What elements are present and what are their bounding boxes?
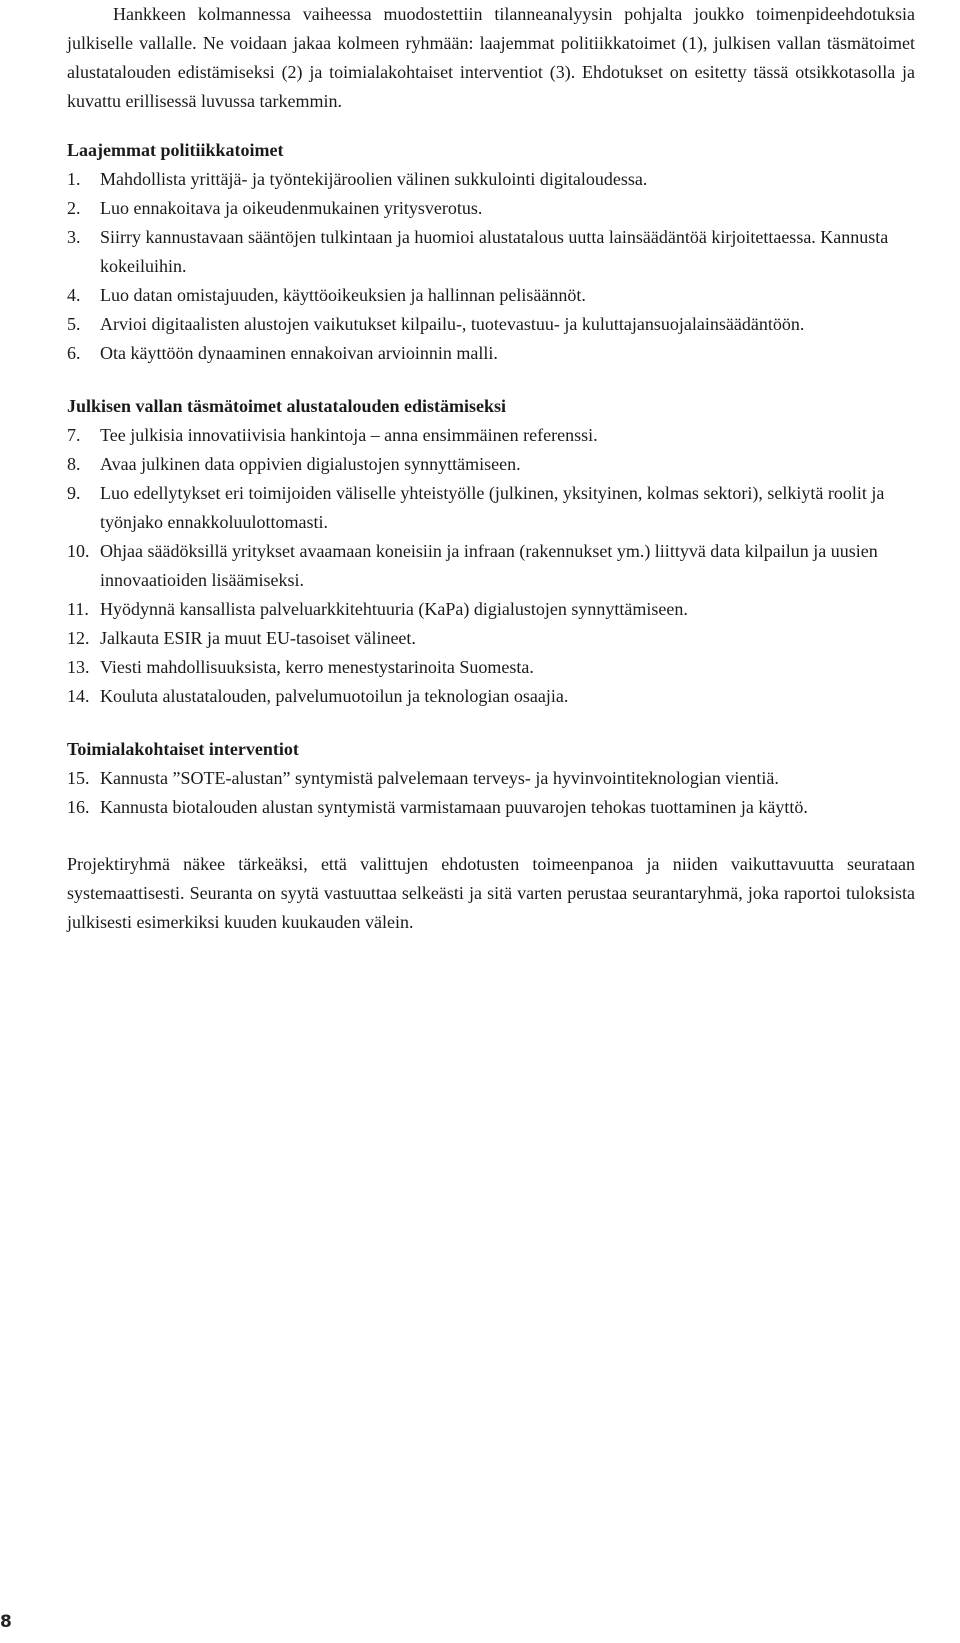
- item-number: 1.: [67, 169, 81, 189]
- item-text: Kannusta ”SOTE-alustan” syntymistä palvelemaan terveys- ja hyvinvointiteknologian vientiä.: [100, 768, 779, 788]
- item-text: Luo ennakoitava ja oikeudenmukainen yritysverotus.: [100, 198, 483, 218]
- item-number: 16.: [67, 797, 90, 817]
- item-number: 7.: [67, 425, 81, 445]
- item-text: Ota käyttöön dynaaminen ennakoivan arvioinnin malli.: [100, 343, 498, 363]
- policy-list: [67, 165, 915, 368]
- item-number: 6.: [67, 343, 81, 363]
- list-item: [67, 223, 915, 281]
- item-text: Luo edellytykset eri toimijoiden väliselle yhteistyölle (julkinen, yksityinen, kolmas sektori), selkiytä roolit ja työnjako ennakkoluulottomasti.: [100, 483, 885, 532]
- document-page: [67, 0, 915, 937]
- sector-interventions-list: [67, 764, 915, 822]
- list-item: [67, 165, 915, 194]
- item-text: Kouluta alustatalouden, palvelumuotoilun ja teknologian osaajia.: [100, 686, 569, 706]
- item-number: 5.: [67, 314, 81, 334]
- item-number: 13.: [67, 657, 90, 677]
- item-text: Luo datan omistajuuden, käyttöoikeuksien ja hallinnan pelisäännöt.: [100, 285, 586, 305]
- list-item: [67, 421, 915, 450]
- list-item: [67, 537, 915, 595]
- item-number: 11.: [67, 599, 89, 619]
- item-text: Kannusta biotalouden alustan syntymistä varmistamaan puuvarojen tehokas tuottaminen ja käyttö.: [100, 797, 808, 817]
- item-text: Mahdollista yrittäjä- ja työntekijäroolien välinen sukkulointi digitaloudessa.: [100, 169, 648, 189]
- list-item: [67, 764, 915, 793]
- list-item: [67, 281, 915, 310]
- section-title-policy: Laajemmat politiikkatoimet: [67, 140, 284, 160]
- section-title-public-measures: Julkisen vallan täsmätoimet alustatalouden edistämiseksi: [67, 396, 507, 416]
- list-item: [67, 682, 915, 711]
- item-text: Viesti mahdollisuuksista, kerro menestystarinoita Suomesta.: [100, 657, 534, 677]
- list-item: [67, 653, 915, 682]
- item-text: Jalkauta ESIR ja muut EU-tasoiset välineet.: [100, 628, 416, 648]
- closing-paragraph: Projektiryhmä näkee tärkeäksi, että valittujen ehdotusten toimeenpanoa ja niiden vaikuttavuutta seurataan systemaattisesti. Seuranta on syytä vastuuttaa selkeästi ja sitä varten perustaa seurantaryhmä, joka raportoi tuloksista julkisesti esimerkiksi kuuden kuukauden välein.: [67, 854, 915, 932]
- list-item: [67, 793, 915, 822]
- item-text: Siirry kannustavaan sääntöjen tulkintaan ja huomioi alustatalous uutta lainsäädäntöä kirjoitettaessa. Kannusta kokeiluihin.: [100, 227, 889, 276]
- public-measures-list: [67, 421, 915, 711]
- item-number: 9.: [67, 483, 81, 503]
- item-text: Arvioi digitaalisten alustojen vaikutukset kilpailu-, tuotevastuu- ja kuluttajansuojalainsäädäntöön.: [100, 314, 805, 334]
- item-text: Hyödynnä kansallista palveluarkkitehtuuria (KaPa) digialustojen synnyttämiseen.: [100, 599, 688, 619]
- list-item: [67, 450, 915, 479]
- list-item: [67, 479, 915, 537]
- item-text: Ohjaa säädöksillä yritykset avaamaan koneisiin ja infraan (rakennukset ym.) liittyvä data kilpailun ja uusien innovaatioiden lisäämiseksi.: [100, 541, 878, 590]
- list-item: [67, 194, 915, 223]
- intro-paragraph: Hankkeen kolmannessa vaiheessa muodostettiin tilanneanalyysin pohjalta joukko toimenpideehdotuksia julkiselle vallalle. Ne voidaan jakaa kolmeen ryhmään: laajemmat politiikkatoimet (1), julkisen vallan täsmätoimet alustatalouden edistämiseksi (2) ja toimialakohtaiset interventiot (3). Ehdotukset on esitetty tässä otsikkotasolla ja kuvattu erillisessä luvussa tarkemmin.: [67, 4, 915, 111]
- item-number: 10.: [67, 541, 90, 561]
- list-item: [67, 339, 915, 368]
- item-number: 2.: [67, 198, 81, 218]
- list-item: [67, 310, 915, 339]
- item-text: Avaa julkinen data oppivien digialustojen synnyttämiseen.: [100, 454, 521, 474]
- section-title-sector-interventions: Toimialakohtaiset interventiot: [67, 739, 299, 759]
- item-number: 4.: [67, 285, 81, 305]
- item-number: 8.: [67, 454, 81, 474]
- item-number: 12.: [67, 628, 90, 648]
- item-text: Tee julkisia innovatiivisia hankintoja – anna ensimmäinen referenssi.: [100, 425, 598, 445]
- list-item: [67, 595, 915, 624]
- item-number: 15.: [67, 768, 90, 788]
- item-number: 14.: [67, 686, 90, 706]
- list-item: [67, 624, 915, 653]
- item-number: 3.: [67, 227, 81, 247]
- page-number: 8: [0, 1612, 12, 1632]
